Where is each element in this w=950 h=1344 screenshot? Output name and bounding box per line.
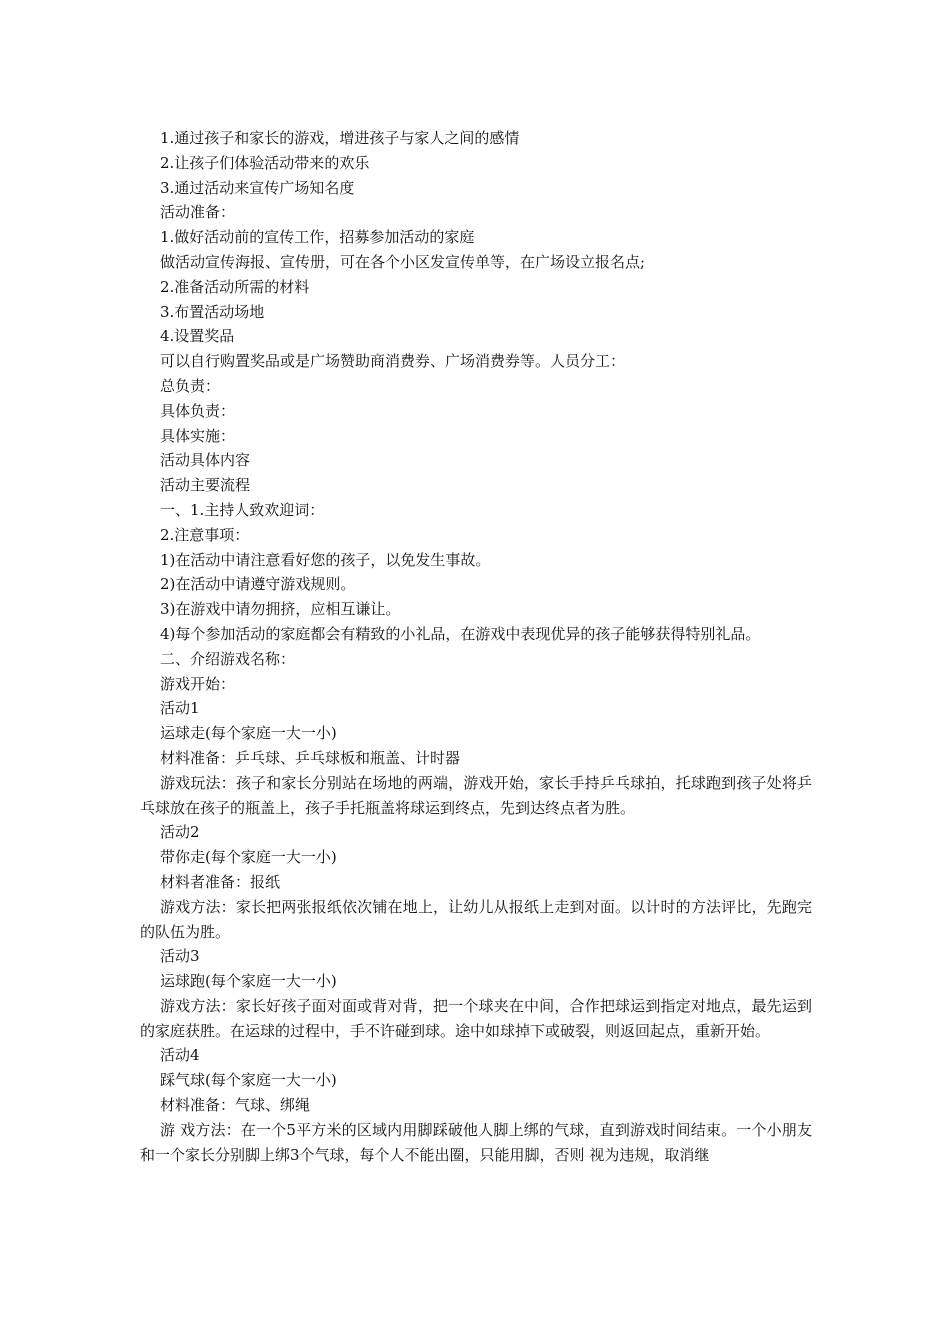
staff-implementation: 具体实施： — [160, 426, 236, 445]
activity-1-rules: 游戏玩法：孩子和家长分别站在场地的两端，游戏开始，家长手持乒乓球拍，托球跑到孩子处将乒乓球放在孩子的瓶盖上，孩子手托瓶盖将球运到终点，先到达终点者为胜。 — [140, 773, 812, 817]
note-1: 1)在活动中请注意看好您的孩子，以免发生事故。 — [160, 550, 491, 569]
flow-step-2: 二、介绍游戏名称： — [160, 649, 296, 668]
staff-specific: 具体负责： — [160, 401, 236, 420]
activity-4-title: 踩气球(每个家庭一大一小) — [160, 1071, 337, 1090]
activity-4-materials: 材料准备：气球、绑绳 — [160, 1096, 311, 1115]
prep-item-3: 3.布置活动场地 — [160, 302, 265, 321]
section-heading-content: 活动具体内容 — [160, 451, 251, 470]
section-heading-preparation: 活动准备： — [160, 203, 236, 222]
activity-1-title: 运球走(每个家庭一大一小) — [160, 724, 337, 743]
activity-2-heading: 活动2 — [160, 823, 200, 842]
section-heading-flow: 活动主要流程 — [160, 476, 251, 495]
activity-1-materials: 材料准备：乒乓球、乒乓球板和瓶盖、计时器 — [160, 748, 461, 767]
activity-2-title: 带你走(每个家庭一大一小) — [160, 848, 337, 867]
note-3: 3)在游戏中请勿拥挤，应相互谦让。 — [160, 600, 401, 619]
flow-step-1: 一、1.主持人致欢迎词： — [160, 500, 325, 519]
activity-4-heading: 活动4 — [160, 1046, 200, 1065]
goal-2: 2.让孩子们体验活动带来的欢乐 — [160, 153, 370, 172]
activity-3-heading: 活动3 — [160, 947, 200, 966]
goal-3: 3.通过活动来宣传广场知名度 — [160, 178, 355, 197]
note-4: 4)每个参加活动的家庭都会有精致的小礼品，在游戏中表现优异的孩子能够获得特别礼品。 — [160, 624, 761, 643]
prep-item-4: 4.设置奖品 — [160, 327, 235, 346]
game-start: 游戏开始： — [160, 674, 236, 693]
prep-item-2: 2.准备活动所需的材料 — [160, 277, 310, 296]
activity-3-title: 运球跑(每个家庭一大一小) — [160, 972, 337, 991]
note-2: 2)在活动中请遵守游戏规则。 — [160, 575, 356, 594]
goal-1: 1.通过孩子和家长的游戏，增进孩子与家人之间的感情 — [160, 129, 520, 147]
activity-4-rules: 游 戏方法：在一个5平方米的区域内用脚踩破他人脚上绑的气球，直到游戏时间结束。一个小朋友和一个家长分别脚上绑3个气球，每个人不能出圈，只能用脚，否则 视为违规，取消继 — [140, 1120, 812, 1164]
prep-item-4-detail: 可以自行购置奖品或是广场赞助商消费券、广场消费券等。人员分工： — [160, 352, 626, 371]
activity-1-heading: 活动1 — [160, 699, 200, 718]
document-body — [140, 126, 812, 1167]
staff-general: 总负责： — [160, 376, 221, 395]
activity-2-materials: 材料者准备：报纸 — [160, 872, 281, 891]
activity-3-rules: 游戏方法：家长好孩子面对面或背对背，把一个球夹在中间，合作把球运到指定对地点，最先运到的家庭获胜。在运球的过程中，手不许碰到球。途中如球掉下或破裂，则返回起点，重新开始。 — [140, 996, 812, 1040]
prep-item-1-detail: 做活动宣传海报、宣传册，可在各个小区发宣传单等，在广场设立报名点; — [160, 252, 646, 271]
flow-notes-heading: 2.注意事项： — [160, 525, 250, 544]
activity-2-rules: 游戏方法：家长把两张报纸依次铺在地上，让幼儿从报纸上走到对面。以计时的方法评比，先跑完的队伍为胜。 — [140, 897, 812, 941]
prep-item-1: 1.做好活动前的宣传工作，招募参加活动的家庭 — [160, 228, 475, 247]
